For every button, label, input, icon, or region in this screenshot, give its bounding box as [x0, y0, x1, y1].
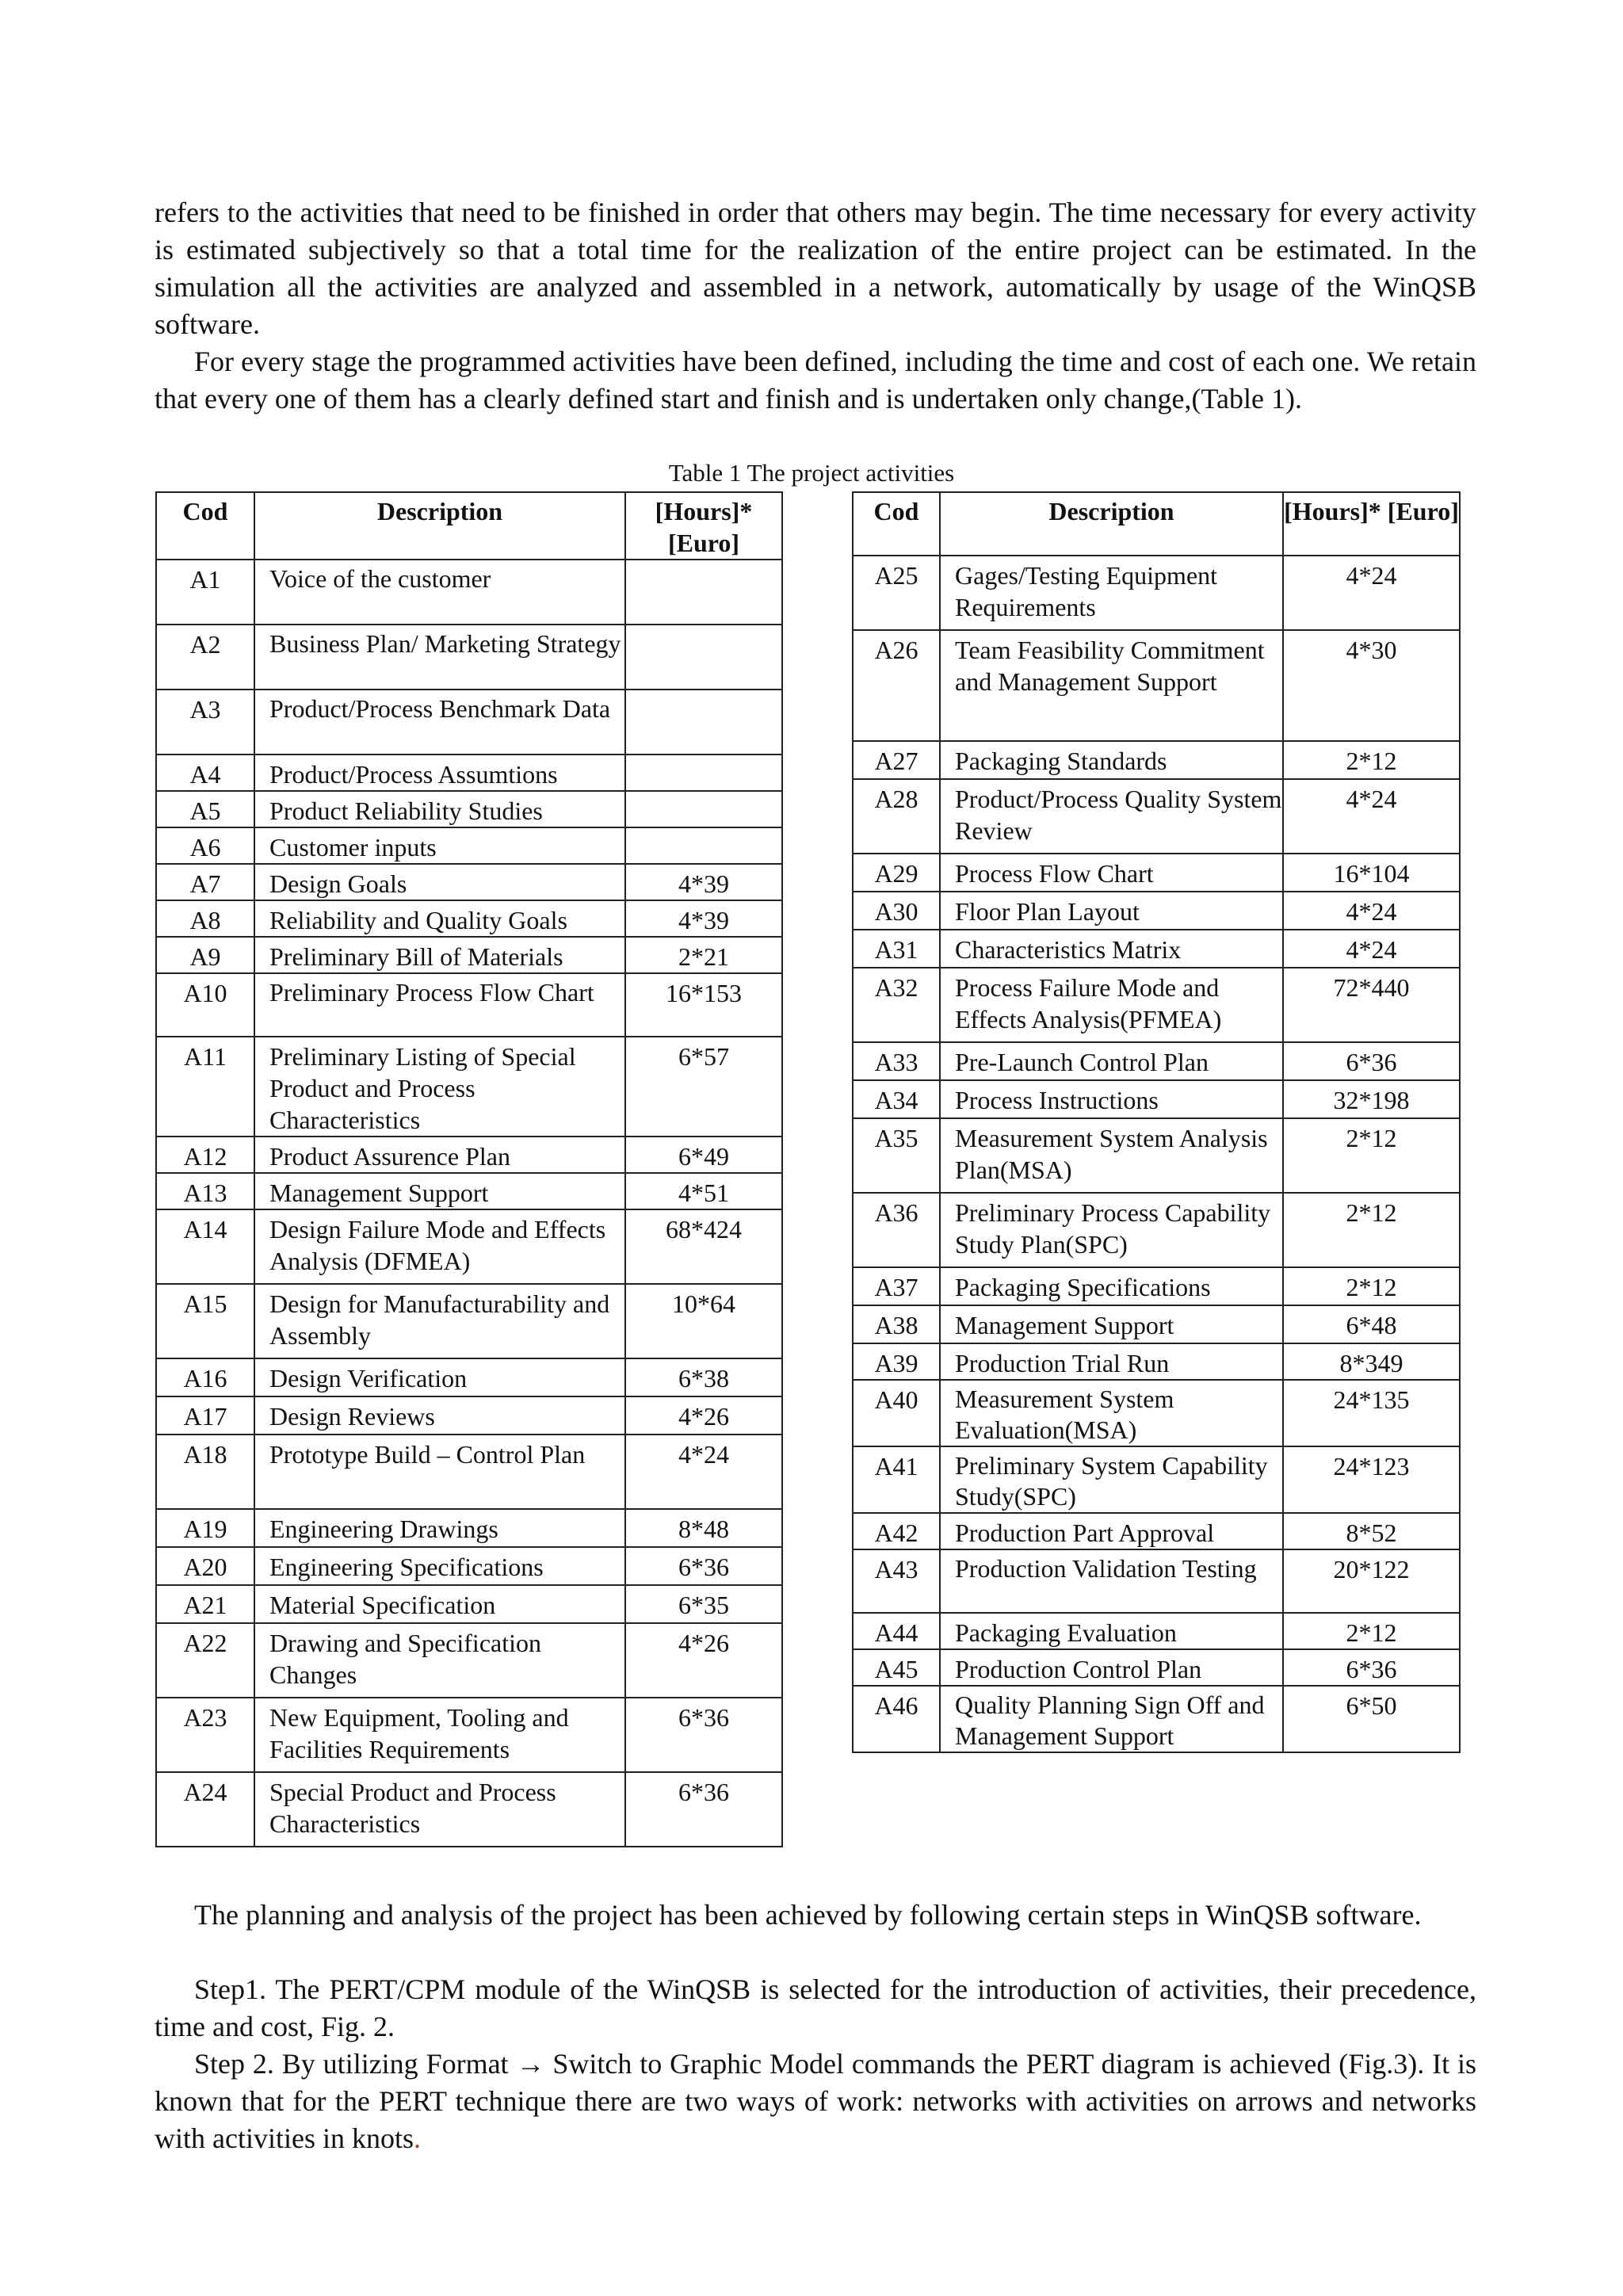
cell-cod: A46	[853, 1686, 940, 1752]
cell-cod: A40	[853, 1380, 940, 1446]
cell-cod: A23	[156, 1698, 254, 1772]
cell-description: Pre-Launch Control Plan	[940, 1042, 1283, 1080]
cell-value: 2*12	[1283, 1193, 1460, 1267]
table-row	[853, 1267, 1460, 1305]
table-row	[156, 1209, 782, 1284]
table-row	[156, 1137, 782, 1173]
cell-cod: A3	[156, 690, 254, 755]
cell-cod: A26	[853, 630, 940, 741]
cell-value: 6*36	[625, 1698, 782, 1772]
table-row	[156, 1396, 782, 1435]
cell-cod: A39	[853, 1343, 940, 1380]
table-row	[853, 968, 1460, 1042]
cell-description: Material Specification	[254, 1585, 625, 1623]
cell-cod: A30	[853, 892, 940, 930]
cell-cod: A28	[853, 779, 940, 854]
table-row	[156, 1173, 782, 1209]
cell-cod: A29	[853, 854, 940, 892]
cell-cod: A35	[853, 1118, 940, 1193]
cell-value: 16*104	[1283, 854, 1460, 892]
cell-description: Production Trial Run	[940, 1343, 1283, 1380]
cell-value: 6*36	[625, 1547, 782, 1585]
cell-description: Process Flow Chart	[940, 854, 1283, 892]
cell-value: 20*122	[1283, 1549, 1460, 1613]
table-row	[853, 1080, 1460, 1118]
cell-description: Engineering Drawings	[254, 1509, 625, 1547]
cell-description: Preliminary Process Capability Study Plan(SPC)	[940, 1193, 1283, 1267]
cell-value	[625, 560, 782, 625]
cell-description: Packaging Standards	[940, 741, 1283, 779]
table-row	[156, 937, 782, 973]
cell-cod: A32	[853, 968, 940, 1042]
cell-description: Product Assurence Plan	[254, 1137, 625, 1173]
cell-value: 4*26	[625, 1396, 782, 1435]
table-row	[156, 755, 782, 791]
cell-cod: A33	[853, 1042, 940, 1080]
table-row	[853, 1380, 1460, 1446]
cell-value	[625, 690, 782, 755]
cell-value: 8*52	[1283, 1513, 1460, 1549]
cell-description: Design Verification	[254, 1358, 625, 1396]
header-value: [Hours]* [Euro]	[1283, 492, 1460, 556]
cell-value: 6*36	[1283, 1649, 1460, 1686]
cell-value	[625, 791, 782, 827]
cell-description: Production Part Approval	[940, 1513, 1283, 1549]
cell-description: Management Support	[940, 1305, 1283, 1343]
table-row	[853, 741, 1460, 779]
cell-description: Quality Planning Sign Off and Management Support	[940, 1686, 1283, 1752]
cell-description: Design Reviews	[254, 1396, 625, 1435]
table-row	[156, 864, 782, 900]
paragraph-step2	[155, 2046, 1476, 2157]
table-row	[156, 1284, 782, 1358]
cell-value: 4*24	[1283, 779, 1460, 854]
cell-description: Customer inputs	[254, 827, 625, 864]
table-row	[853, 630, 1460, 741]
table-row	[156, 560, 782, 625]
cell-description: Preliminary Process Flow Chart	[254, 973, 625, 1037]
cell-description: Design Goals	[254, 864, 625, 900]
cell-cod: A19	[156, 1509, 254, 1547]
cell-value: 2*21	[625, 937, 782, 973]
table-row	[156, 1547, 782, 1585]
table-row	[156, 690, 782, 755]
cell-description: Business Plan/ Marketing Strategy	[254, 625, 625, 690]
table-row	[156, 1623, 782, 1698]
cell-cod: A11	[156, 1037, 254, 1137]
cell-description: Characteristics Matrix	[940, 930, 1283, 968]
cell-cod: A8	[156, 900, 254, 937]
cell-value: 6*36	[1283, 1042, 1460, 1080]
cell-cod: A14	[156, 1209, 254, 1284]
cell-description: Preliminary Bill of Materials	[254, 937, 625, 973]
cell-cod: A18	[156, 1435, 254, 1509]
cell-cod: A20	[156, 1547, 254, 1585]
table-row	[853, 556, 1460, 630]
table-row	[156, 1772, 782, 1847]
cell-description: Preliminary Listing of Special Product and Process Characteristics	[254, 1037, 625, 1137]
cell-value	[625, 755, 782, 791]
cell-description: Reliability and Quality Goals	[254, 900, 625, 937]
cell-value: 6*35	[625, 1585, 782, 1623]
cell-cod: A9	[156, 937, 254, 973]
table-row	[853, 1513, 1460, 1549]
cell-description: Product Reliability Studies	[254, 791, 625, 827]
cell-value: 2*12	[1283, 741, 1460, 779]
cell-value: 8*349	[1283, 1343, 1460, 1380]
cell-value: 24*123	[1283, 1446, 1460, 1513]
table-row	[156, 1585, 782, 1623]
cell-cod: A41	[853, 1446, 940, 1513]
cell-value: 6*49	[625, 1137, 782, 1173]
cell-description: Gages/Testing Equipment Requirements	[940, 556, 1283, 630]
table-row	[853, 1686, 1460, 1752]
table-row	[853, 1549, 1460, 1613]
cell-cod: A27	[853, 741, 940, 779]
cell-value: 4*26	[625, 1623, 782, 1698]
cell-cod: A45	[853, 1649, 940, 1686]
table-row	[156, 827, 782, 864]
cell-cod: A10	[156, 973, 254, 1037]
cell-value: 2*12	[1283, 1118, 1460, 1193]
step2-period: .	[413, 2122, 421, 2154]
paragraph-step1: Step1. The PERT/CPM module of the WinQSB is selected for the introduction of activities, their precedence, time and cost, Fig. 2.	[155, 1973, 1476, 2042]
cell-value: 10*64	[625, 1284, 782, 1358]
table-row	[853, 1343, 1460, 1380]
cell-cod: A15	[156, 1284, 254, 1358]
table-row	[156, 900, 782, 937]
cell-value: 2*12	[1283, 1267, 1460, 1305]
cell-cod: A24	[156, 1772, 254, 1847]
cell-description: Product/Process Assumtions	[254, 755, 625, 791]
paragraph-intro: refers to the activities that need to be finished in order that others may begin. The time necessary for every activity is estimated subjectively so that a total time for the realization of the entire project can be estimated. In the simulation all the activities are analyzed and assembled in a network, automatically by usage of the WinQSB software.	[155, 197, 1476, 340]
cell-value: 4*51	[625, 1173, 782, 1209]
activities-table-right	[852, 491, 1461, 1753]
cell-cod: A25	[853, 556, 940, 630]
table-row	[853, 854, 1460, 892]
table-row	[156, 973, 782, 1037]
cell-description: Process Failure Mode and Effects Analysis(PFMEA)	[940, 968, 1283, 1042]
table-row	[156, 1509, 782, 1547]
paragraph-planning: The planning and analysis of the project has been achieved by following certain steps in WinQSB software.	[194, 1899, 1422, 1931]
header-description: Description	[940, 492, 1283, 556]
table-row	[156, 1698, 782, 1772]
header-cod: Cod	[853, 492, 940, 556]
cell-value: 4*24	[1283, 556, 1460, 630]
table-row	[853, 892, 1460, 930]
cell-cod: A43	[853, 1549, 940, 1613]
table-row	[853, 1193, 1460, 1267]
table-row	[156, 1435, 782, 1509]
cell-cod: A42	[853, 1513, 940, 1549]
cell-value: 4*39	[625, 900, 782, 937]
cell-value: 16*153	[625, 973, 782, 1037]
cell-cod: A16	[156, 1358, 254, 1396]
cell-cod: A1	[156, 560, 254, 625]
cell-value	[625, 625, 782, 690]
header-value: [Hours]* [Euro]	[625, 492, 782, 560]
cell-description: New Equipment, Tooling and Facilities Requirements	[254, 1698, 625, 1772]
cell-cod: A36	[853, 1193, 940, 1267]
table-row	[853, 1446, 1460, 1513]
table-caption: Table 1 The project activities	[668, 459, 955, 487]
table-row	[853, 1118, 1460, 1193]
cell-cod: A44	[853, 1613, 940, 1649]
cell-description: Engineering Specifications	[254, 1547, 625, 1585]
cell-cod: A6	[156, 827, 254, 864]
cell-cod: A7	[156, 864, 254, 900]
cell-description: Floor Plan Layout	[940, 892, 1283, 930]
cell-value: 4*24	[1283, 892, 1460, 930]
cell-description: Production Validation Testing	[940, 1549, 1283, 1613]
cell-description: Voice of the customer	[254, 560, 625, 625]
cell-value: 4*24	[1283, 930, 1460, 968]
cell-description: Process Instructions	[940, 1080, 1283, 1118]
cell-value: 4*30	[1283, 630, 1460, 741]
cell-cod: A37	[853, 1267, 940, 1305]
cell-cod: A38	[853, 1305, 940, 1343]
table-row	[156, 625, 782, 690]
cell-description: Production Control Plan	[940, 1649, 1283, 1686]
cell-cod: A12	[156, 1137, 254, 1173]
cell-value: 68*424	[625, 1209, 782, 1284]
cell-value: 6*36	[625, 1772, 782, 1847]
cell-value: 4*39	[625, 864, 782, 900]
table-row	[853, 1613, 1460, 1649]
cell-description: Product/Process Benchmark Data	[254, 690, 625, 755]
cell-value: 32*198	[1283, 1080, 1460, 1118]
step2-text: Step 2. By utilizing Format → Switch to Graphic Model commands the PERT diagram is achieved (Fig.3). It is known that for the PERT technique there are two ways of work: networks with activities on arrows and networks with activities in knots	[155, 2048, 1476, 2154]
table-row	[853, 779, 1460, 854]
cell-value: 72*440	[1283, 968, 1460, 1042]
cell-description: Design Failure Mode and Effects Analysis (DFMEA)	[254, 1209, 625, 1284]
cell-description: Management Support	[254, 1173, 625, 1209]
cell-cod: A31	[853, 930, 940, 968]
cell-description: Drawing and Specification Changes	[254, 1623, 625, 1698]
cell-cod: A21	[156, 1585, 254, 1623]
cell-description: Team Feasibility Commitment and Management Support	[940, 630, 1283, 741]
table-row	[156, 1037, 782, 1137]
table-row	[853, 1649, 1460, 1686]
cell-description: Measurement System Analysis Plan(MSA)	[940, 1118, 1283, 1193]
cell-description: Special Product and Process Characteristics	[254, 1772, 625, 1847]
cell-cod: A13	[156, 1173, 254, 1209]
cell-value: 6*57	[625, 1037, 782, 1137]
cell-cod: A2	[156, 625, 254, 690]
cell-description: Measurement System Evaluation(MSA)	[940, 1380, 1283, 1446]
table-row	[853, 1305, 1460, 1343]
cell-value: 2*12	[1283, 1613, 1460, 1649]
cell-description: Product/Process Quality System Review	[940, 779, 1283, 854]
cell-value: 4*24	[625, 1435, 782, 1509]
table-row	[156, 791, 782, 827]
activities-table-left	[155, 491, 783, 1847]
cell-description: Preliminary System Capability Study(SPC)	[940, 1446, 1283, 1513]
cell-cod: A17	[156, 1396, 254, 1435]
cell-value	[625, 827, 782, 864]
cell-value: 6*48	[1283, 1305, 1460, 1343]
header-cod: Cod	[156, 492, 254, 560]
cell-description: Packaging Evaluation	[940, 1613, 1283, 1649]
header-description: Description	[254, 492, 625, 560]
cell-cod: A34	[853, 1080, 940, 1118]
cell-cod: A22	[156, 1623, 254, 1698]
table-row	[156, 1358, 782, 1396]
cell-value: 6*50	[1283, 1686, 1460, 1752]
cell-description: Design for Manufacturability and Assembly	[254, 1284, 625, 1358]
cell-description: Packaging Specifications	[940, 1267, 1283, 1305]
cell-value: 24*135	[1283, 1380, 1460, 1446]
cell-cod: A5	[156, 791, 254, 827]
cell-value: 6*38	[625, 1358, 782, 1396]
table-row	[853, 930, 1460, 968]
paragraph-activities: For every stage the programmed activities have been defined, including the time and cost of each one. We retain that every one of them has a clearly defined start and finish and is undertaken only change,(Table 1).	[155, 346, 1476, 415]
table-row	[853, 1042, 1460, 1080]
cell-description: Prototype Build – Control Plan	[254, 1435, 625, 1509]
cell-cod: A4	[156, 755, 254, 791]
cell-value: 8*48	[625, 1509, 782, 1547]
